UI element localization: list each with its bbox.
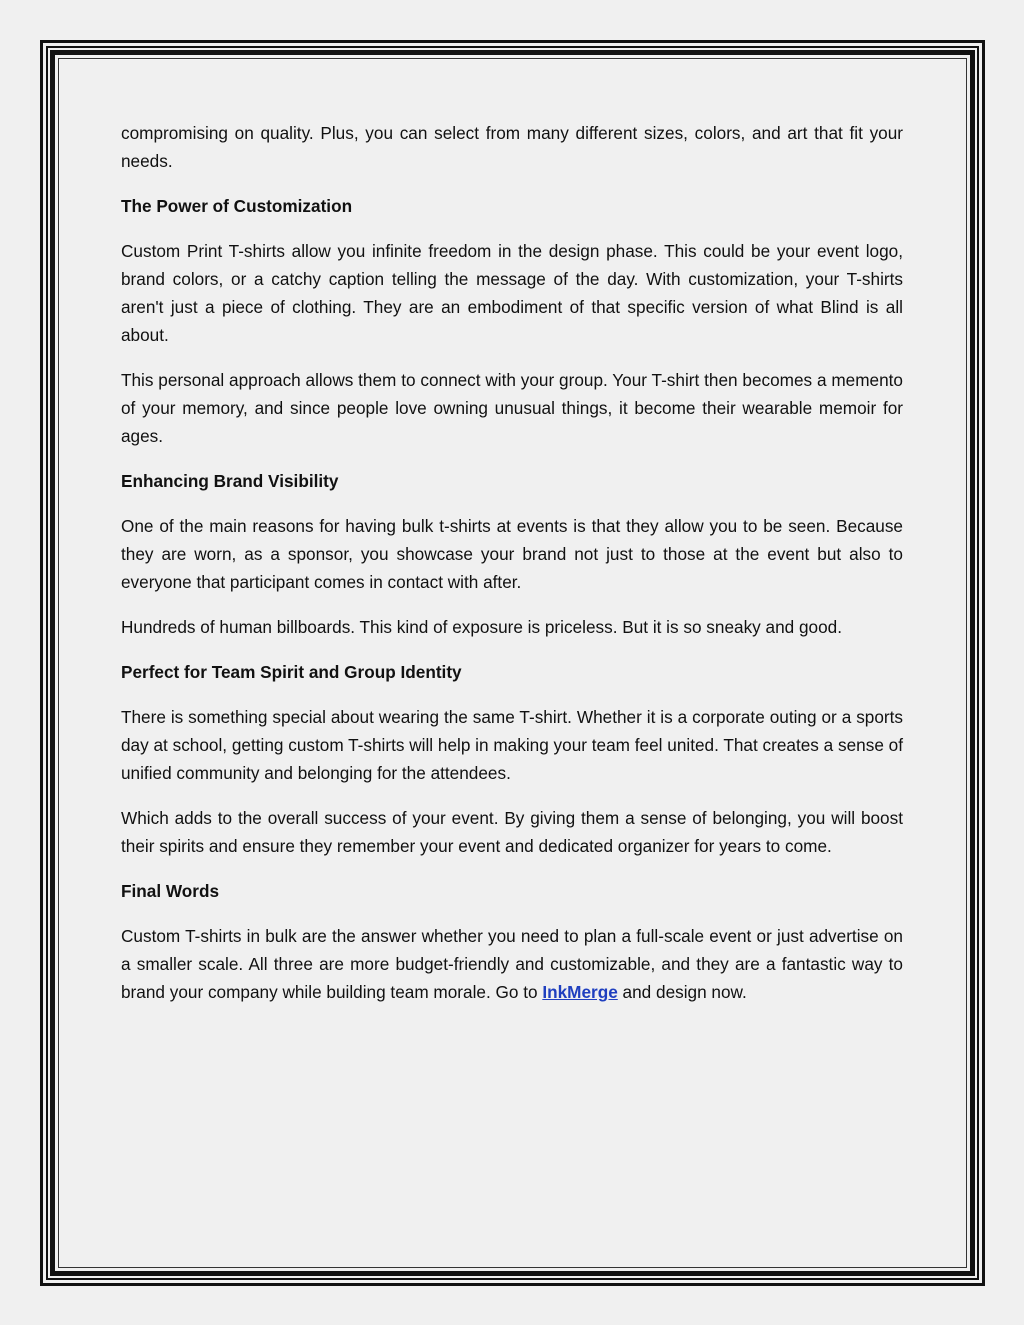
section-heading-final-words: Final Words [121, 881, 220, 901]
section-heading-customization: The Power of Customization [121, 196, 353, 216]
section-heading-brand-visibility: Enhancing Brand Visibility [121, 471, 339, 491]
final-text-before-link: Custom T-shirts in bulk are the answer whether you need to plan a full-scale event or just advertise on a smaller scale. All three are more budget-friendly and customizable, and they are a fantastic way to brand your company while building team morale. Go to [121, 926, 903, 1002]
document-body [121, 119, 903, 1023]
customization-paragraph-1: Custom Print T-shirts allow you infinite freedom in the design phase. This could be your event logo, brand colors, or a catchy caption telling the message of the day. With customization, your T-shirts aren't just a piece of clothing. They are an embodiment of that specific version of what Blind is all about. [121, 241, 903, 345]
inkmerge-link[interactable]: InkMerge [542, 982, 618, 1002]
intro-paragraph: compromising on quality. Plus, you can select from many different sizes, colors, and art that fit your needs. [121, 123, 903, 171]
final-words-paragraph [121, 922, 903, 1006]
section-heading-team-spirit: Perfect for Team Spirit and Group Identity [121, 662, 462, 682]
final-text-after-link: and design now. [617, 982, 747, 1002]
team-spirit-paragraph-2: Which adds to the overall success of your event. By giving them a sense of belonging, you will boost their spirits and ensure they remember your event and dedicated organizer for years to come. [121, 808, 903, 856]
customization-paragraph-2: This personal approach allows them to connect with your group. Your T-shirt then becomes a memento of your memory, and since people love owning unusual things, it become their wearable memoir for ages. [121, 370, 903, 446]
brand-visibility-paragraph-1: One of the main reasons for having bulk t-shirts at events is that they allow you to be seen. Because they are worn, as a sponsor, you showcase your brand not just to those at the event but also to everyone that participant comes in contact with after. [121, 516, 903, 592]
brand-visibility-paragraph-2: Hundreds of human billboards. This kind of exposure is priceless. But it is so sneaky and good. [121, 617, 842, 637]
team-spirit-paragraph-1: There is something special about wearing the same T-shirt. Whether it is a corporate outing or a sports day at school, getting custom T-shirts will help in making your team feel united. That creates a sense of unified community and belonging for the attendees. [121, 707, 903, 783]
